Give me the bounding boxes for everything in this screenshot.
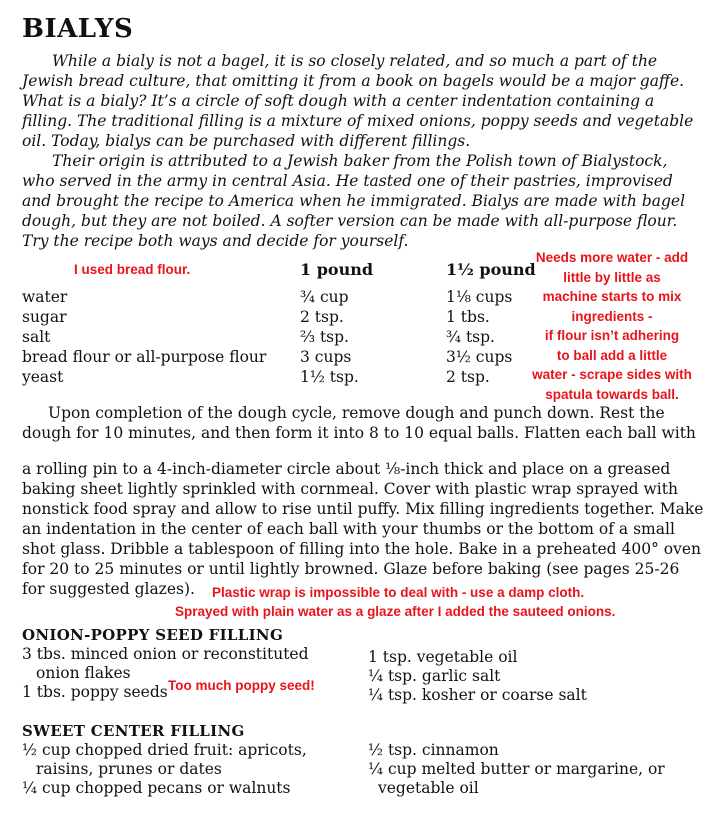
note-water-line: spatula towards ball. xyxy=(545,386,679,402)
onion-filling-right-item: 1 tsp. vegetable oil xyxy=(368,648,518,666)
ingredient-amount-1-5lb: 1⅛ cups xyxy=(446,288,513,306)
intro-line: dough, but they are not boiled. A softer version can be made with all-purpose flour. xyxy=(22,212,678,230)
sweet-filling-right-item: ½ tsp. cinnamon xyxy=(368,741,499,759)
sweet-filling-right-item: ¼ cup melted butter or margarine, or xyxy=(368,760,665,778)
instruction-line: an indentation in the center of each ball with your thumbs or the bottom of a small xyxy=(22,520,675,538)
ingredient-name: bread flour or all-purpose flour xyxy=(22,348,267,366)
sweet-filling-title: SWEET CENTER FILLING xyxy=(22,722,245,740)
ingredient-name: yeast xyxy=(22,368,64,386)
note-water-line: little by little as xyxy=(563,269,661,285)
note-bread-flour: I used bread flour. xyxy=(74,262,191,277)
ingredient-amount-1lb: 1½ tsp. xyxy=(300,368,359,386)
note-water xyxy=(512,248,712,404)
instruction-line: for 20 to 25 minutes or until lightly browned. Glaze before baking (see pages 25-26 xyxy=(22,560,680,578)
intro-line: What is a bialy? It’s a circle of soft dough with a center indentation containing a xyxy=(22,92,655,110)
note-plastic-wrap: Plastic wrap is impossible to deal with - use a damp cloth. xyxy=(212,585,585,600)
note-water-line: if flour isn’t adhering xyxy=(544,328,680,343)
intro-line: Try the recipe both ways and decide for yourself. xyxy=(22,232,409,250)
note-water-line: water - scrape sides with xyxy=(532,367,692,382)
ingredient-amount-1lb: ⅔ tsp. xyxy=(300,328,349,346)
ingredient-amount-1lb: 3 cups xyxy=(300,348,352,366)
ingredient-amount-1-5lb: 1 tbs. xyxy=(446,308,490,326)
instruction-line: dough for 10 minutes, and then form it into 8 to 10 equal balls. Flatten each ball with xyxy=(22,424,696,442)
onion-filling-right-item: ¼ tsp. garlic salt xyxy=(368,667,501,685)
note-water-line: ingredients - xyxy=(571,308,653,324)
ingredient-name: salt xyxy=(22,328,51,346)
ingredient-amount-1-5lb: 2 tsp. xyxy=(446,368,490,386)
note-poppy: Too much poppy seed! xyxy=(168,678,315,693)
ingredient-name: sugar xyxy=(22,308,67,326)
intro-line: oil. Today, bialys can be purchased with different fillings. xyxy=(22,132,471,150)
intro-line: who served in the army in central Asia. He tasted one of their pastries, improvised xyxy=(22,172,673,190)
sweet-filling-left-item: ¼ cup chopped pecans or walnuts xyxy=(22,779,291,797)
instruction-line: Upon completion of the dough cycle, remove dough and punch down. Rest the xyxy=(48,404,665,422)
ingredient-amount-1-5lb: ¾ tsp. xyxy=(446,328,495,346)
intro-line: Jewish bread culture, that omitting it from a book on bagels would be a major gaffe. xyxy=(22,72,685,90)
ingredient-name: water xyxy=(22,288,68,306)
instruction-line: baking sheet lightly sprinkled with cornmeal. Cover with plastic wrap sprayed with xyxy=(22,480,678,498)
onion-filling-left-item: 3 tbs. minced onion or reconstituted xyxy=(22,645,309,663)
note-water-line: Needs more water - add xyxy=(535,250,689,265)
instruction-line: a rolling pin to a 4-inch-diameter circle about ⅛-inch thick and place on a greased xyxy=(22,460,671,478)
intro-line: While a bialy is not a bagel, it is so closely related, and so much a part of the xyxy=(52,52,658,70)
intro-line: filling. The traditional filling is a mixture of mixed onions, poppy seeds and vegetable xyxy=(22,112,694,130)
onion-filling-title: ONION-POPPY SEED FILLING xyxy=(22,626,284,644)
ingredient-amount-1lb: ¾ cup xyxy=(300,288,349,306)
intro-line: Their origin is attributed to a Jewish baker from the Polish town of Bialystock, xyxy=(52,152,668,170)
onion-filling-left-item: onion flakes xyxy=(36,664,131,682)
ingredient-amount-1lb: 2 tsp. xyxy=(300,308,344,326)
instruction-line: shot glass. Dribble a tablespoon of filling into the hole. Bake in a preheated 400° oven xyxy=(22,540,702,558)
note-water-line: to ball add a little xyxy=(556,347,668,363)
onion-filling-left-item: 1 tbs. poppy seeds xyxy=(22,683,168,701)
onion-filling-right-item: ¼ tsp. kosher or coarse salt xyxy=(368,686,587,704)
ingredient-amount-1-5lb: 3½ cups xyxy=(446,348,513,366)
instruction-line: for suggested glazes). xyxy=(22,580,195,598)
instruction-line: nonstick food spray and allow to rise until puffy. Mix filling ingredients together. Make xyxy=(22,500,704,518)
sweet-filling-right-item: vegetable oil xyxy=(378,779,479,797)
column-header-1-pound: 1 pound xyxy=(300,260,374,279)
note-glaze: Sprayed with plain water as a glaze after I added the sauteed onions. xyxy=(175,604,616,619)
intro-line: and brought the recipe to America when he immigrated. Bialys are made with bagel xyxy=(22,192,686,210)
recipe-title: BIALYS xyxy=(22,14,134,44)
sweet-filling-left-item: ½ cup chopped dried fruit: apricots, xyxy=(22,741,307,759)
note-water-line: machine starts to mix xyxy=(542,289,682,304)
column-header-1-5-pound: 1½ pound xyxy=(446,260,536,279)
sweet-filling-left-item: raisins, prunes or dates xyxy=(36,760,222,778)
